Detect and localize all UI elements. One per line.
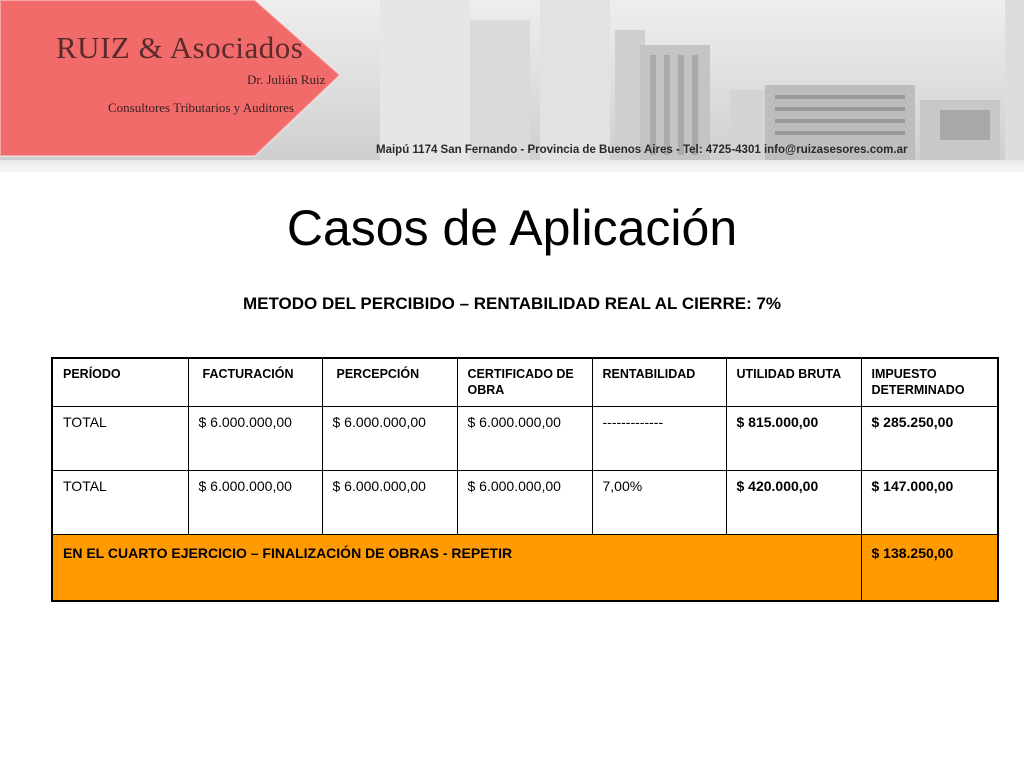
cell-impuesto: $ 147.000,00 — [861, 471, 998, 535]
cell-percepcion: $ 6.000.000,00 — [322, 407, 457, 471]
cell-rentabilidad: 7,00% — [592, 471, 726, 535]
cell-percepcion: $ 6.000.000,00 — [322, 471, 457, 535]
header-utilidad: UTILIDAD BRUTA — [726, 358, 861, 407]
brand-person: Dr. Julián Ruiz — [247, 72, 326, 87]
brand-name: RUIZ & Asociados — [56, 30, 304, 65]
brand-tagline: Consultores Tributarios y Auditores — [108, 100, 294, 115]
summary-label: EN EL CUARTO EJERCICIO – FINALIZACIÓN DE OBRAS - REPETIR — [52, 535, 861, 602]
cell-certificado: $ 6.000.000,00 — [457, 471, 592, 535]
cell-utilidad: $ 420.000,00 — [726, 471, 861, 535]
cell-periodo: TOTAL — [52, 407, 188, 471]
header-certificado: CERTIFICADO DE OBRA — [457, 358, 592, 407]
header-percepcion: PERCEPCIÓN — [322, 358, 457, 407]
header-periodo: PERÍODO — [52, 358, 188, 407]
header-banner — [0, 0, 1024, 172]
banner-bottom-strip — [0, 160, 1024, 172]
cell-impuesto: $ 285.250,00 — [861, 407, 998, 471]
page-subtitle: METODO DEL PERCIBIDO – RENTABILIDAD REAL AL CIERRE: 7% — [242, 294, 782, 313]
header-impuesto: IMPUESTO DETERMINADO — [861, 358, 998, 407]
table-row — [52, 407, 998, 471]
cell-utilidad: $ 815.000,00 — [726, 407, 861, 471]
calculation-table — [51, 357, 999, 602]
page-title: Casos de Aplicación — [286, 200, 738, 256]
summary-row — [52, 535, 998, 602]
table-header-row — [52, 358, 998, 407]
header-facturacion: FACTURACIÓN — [188, 358, 322, 407]
cell-rentabilidad: ------------- — [592, 407, 726, 471]
contact-address: Maipú 1174 San Fernando - Provincia de Buenos Aires - Tel: 4725-4301 info@ruizasesores.com.ar — [376, 144, 908, 156]
table-row — [52, 471, 998, 535]
header-rentabilidad: RENTABILIDAD — [592, 358, 726, 407]
summary-value: $ 138.250,00 — [861, 535, 998, 602]
cell-periodo: TOTAL — [52, 471, 188, 535]
cell-facturacion: $ 6.000.000,00 — [188, 471, 322, 535]
cell-certificado: $ 6.000.000,00 — [457, 407, 592, 471]
cell-facturacion: $ 6.000.000,00 — [188, 407, 322, 471]
